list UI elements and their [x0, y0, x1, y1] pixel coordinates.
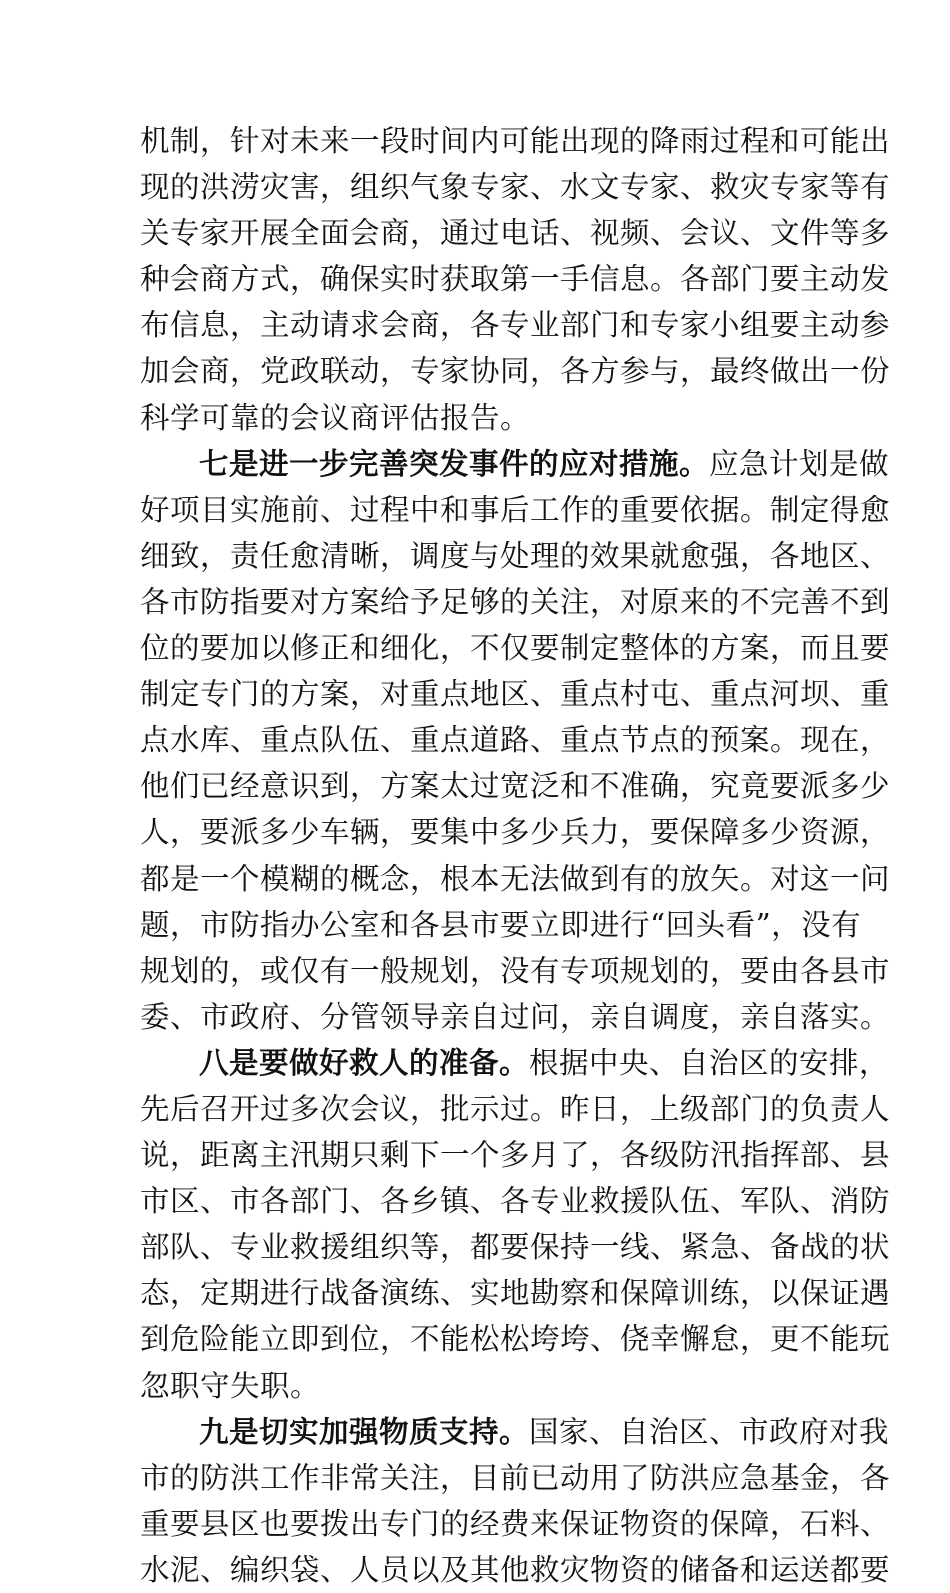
paragraph-seven — [140, 441, 891, 1040]
text-line: 各市防指要对方案给予足够的关注，对原来的不完善不到 — [140, 584, 891, 619]
paragraph-eight — [140, 1040, 891, 1409]
text-line: 委、市政府、分管领导亲自过问，亲自调度，亲自落实。 — [140, 999, 891, 1034]
first-line-text: 根据中央、自治区的安排， — [529, 1045, 890, 1080]
text-line: 好项目实施前、过程中和事后工作的重要依据。制定得愈 — [140, 492, 891, 527]
text-line: 位的要加以修正和细化，不仅要制定整体的方案，而且要 — [140, 631, 891, 666]
text-line: 加会商，党政联动，专家协同，各方参与，最终做出一份 — [140, 354, 891, 389]
text-line: 到危险能立即到位，不能松松垮垮、侥幸懈怠，更不能玩 — [140, 1322, 891, 1357]
paragraph-first-line — [140, 441, 890, 487]
text-line: 都是一个模糊的概念，根本无法做到有的放矢。对这一问 — [140, 861, 891, 896]
paragraph-heading: 九是切实加强物质支持。 — [199, 1413, 530, 1449]
text-line: 点水库、重点队伍、重点道路、重点节点的预案。现在， — [140, 723, 891, 758]
text-line: 现的洪涝灾害，组织气象专家、水文专家、救灾专家等有 — [140, 170, 891, 205]
text-line: 科学可靠的会议商评估报告。 — [140, 400, 531, 435]
text-line: 市的防洪工作非常关注，目前已动用了防洪应急基金，各 — [140, 1460, 891, 1495]
text-line: 布信息，主动请求会商，各专业部门和专家小组要主动参 — [140, 308, 891, 343]
document-body — [140, 118, 891, 1593]
text-line: 制定专门的方案，对重点地区、重点村屯、重点河坝、重 — [140, 677, 891, 712]
text-line: 忽职守失职。 — [140, 1368, 321, 1403]
paragraph-first-line — [140, 1409, 890, 1455]
text-line: 他们已经意识到，方案太过宽泛和不准确，究竟要派多少 — [140, 769, 891, 804]
text-line: 重要县区也要拨出专门的经费来保证物资的保障，石料、 — [140, 1506, 891, 1541]
text-line: 规划的，或仅有一般规划，没有专项规划的，要由各县市 — [140, 953, 891, 988]
text-line: 说，距离主汛期只剩下一个多月了，各级防汛指挥部、县 — [140, 1138, 891, 1173]
text-line: 种会商方式，确保实时获取第一手信息。各部门要主动发 — [140, 262, 891, 297]
paragraph-first-line — [140, 1040, 890, 1086]
text-line: 题，市防指办公室和各县市要立即进行“回头看”，没有 — [140, 907, 862, 942]
text-line: 水泥、编织袋、人员以及其他救灾物资的储备和运送都要 — [140, 1552, 891, 1587]
paragraph-continuation — [140, 118, 891, 441]
text-line: 细致，责任愈清晰，调度与处理的效果就愈强，各地区、 — [140, 538, 891, 573]
text-line: 关专家开展全面会商，通过电话、视频、会议、文件等多 — [140, 216, 891, 251]
first-line-text: 应急计划是做 — [709, 446, 890, 481]
text-line: 态，定期进行战备演练、实地勘察和保障训练，以保证遇 — [140, 1276, 891, 1311]
first-line-text: 国家、自治区、市政府对我 — [529, 1414, 890, 1449]
text-line: 机制，针对未来一段时间内可能出现的降雨过程和可能出 — [140, 124, 891, 158]
paragraph-heading: 七是进一步完善突发事件的应对措施。 — [199, 445, 710, 481]
text-line: 部队、专业救援组织等，都要保持一线、紧急、备战的状 — [140, 1230, 891, 1265]
text-line: 人，要派多少车辆，要集中多少兵力，要保障多少资源， — [140, 815, 891, 850]
paragraph-nine — [140, 1409, 891, 1593]
text-line: 先后召开过多次会议，批示过。昨日，上级部门的负责人 — [140, 1091, 891, 1126]
text-line: 市区、市各部门、各乡镇、各专业救援队伍、军队、消防 — [140, 1184, 891, 1219]
paragraph-heading: 八是要做好救人的准备。 — [199, 1044, 530, 1080]
